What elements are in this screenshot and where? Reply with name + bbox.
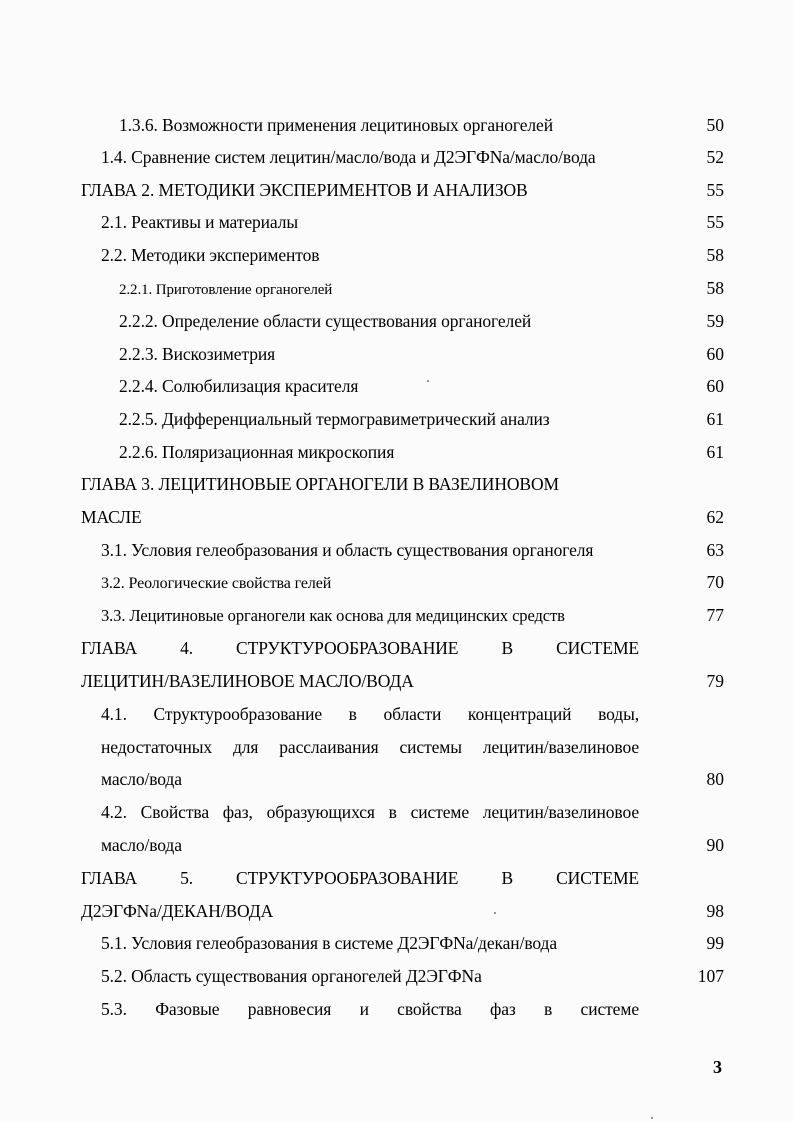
toc-entry-2-2: 2.2. Методики экспериментов [101, 245, 320, 265]
toc-entry-4-2-end: масло/вода [101, 835, 182, 855]
toc-page-number: 59 [706, 311, 724, 331]
toc-chapter-5: ГЛАВА 5. СТРУКТУРООБРАЗОВАНИЕ В СИСТЕМЕ [81, 868, 639, 888]
toc-entry-5-3: 5.3. Фазовые равновесия и свойства фаз в системе [101, 999, 639, 1019]
toc-page-number: 60 [706, 344, 724, 364]
toc-page-number: 61 [706, 409, 724, 429]
toc-page-number: 50 [706, 115, 724, 135]
toc-page-number: 55 [706, 212, 724, 232]
toc-chapter-3: ГЛАВА 3. ЛЕЦИТИНОВЫЕ ОРГАНОГЕЛИ В ВАЗЕЛИНОВОМ [81, 474, 559, 494]
toc-page-number: 58 [706, 245, 724, 265]
toc-entry-2-2-3: 2.2.3. Вискозиметрия [119, 344, 276, 364]
toc-entry-2-2-1-text: 2.2.1. Приготовление органогелей [119, 282, 333, 298]
toc-page-number: 61 [706, 442, 724, 462]
scan-speck [494, 912, 496, 914]
toc-entry-3-1: 3.1. Условия гелеобразования и область существования органогеля [101, 540, 594, 560]
toc-page-number: 99 [706, 933, 724, 953]
toc-page-number: 52 [706, 147, 724, 167]
toc-page-number: 107 [697, 966, 724, 986]
toc-page-number: 62 [706, 507, 724, 527]
toc-page-number: 80 [706, 769, 724, 789]
toc-entry-4-1-continued: недостаточных для расслаивания системы лецитин/вазелиновое [101, 737, 639, 757]
scan-speck [651, 1117, 653, 1119]
toc-entry-2-2-1 [119, 278, 332, 300]
toc-entry-5-1: 5.1. Условия гелеобразования в системе Д2ЭГФNa/декан/вода [101, 933, 557, 953]
toc-entry-2-1: 2.1. Реактивы и материалы [101, 212, 299, 232]
toc-page-number: 70 [706, 572, 724, 592]
page-number: 3 [713, 1057, 722, 1077]
toc-entry-3-3 [101, 605, 565, 626]
toc-page-number: 63 [706, 540, 724, 560]
toc-entry-3-2-text: 3.2. Реологические свойства гелей [101, 575, 332, 592]
toc-entry-4-1-end: масло/вода [101, 769, 182, 789]
toc-chapter-2: ГЛАВА 2. МЕТОДИКИ ЭКСПЕРИМЕНТОВ И АНАЛИЗОВ [81, 180, 528, 200]
toc-entry-2-2-4: 2.2.4. Солюбилизация красителя [119, 376, 359, 396]
toc-page-number: 77 [706, 605, 724, 625]
toc-entry-2-2-2: 2.2.2. Определение области существования органогелей [119, 311, 532, 331]
toc-entry-2-2-5: 2.2.5. Дифференциальный термогравиметрический анализ [119, 409, 550, 429]
toc-entry-3-2 [101, 572, 331, 594]
toc-entry-5-2: 5.2. Область существования органогелей Д2ЭГФNa [101, 966, 482, 986]
toc-page-number: 58 [706, 278, 724, 298]
scan-speck [427, 380, 429, 382]
toc-entry-4-2: 4.2. Свойства фаз, образующихся в системе лецитин/вазелиновое [101, 802, 639, 822]
toc-page-number: 79 [706, 671, 724, 691]
toc-chapter-3-continued: МАСЛЕ [81, 507, 142, 527]
toc-chapter-4: ГЛАВА 4. СТРУКТУРООБРАЗОВАНИЕ В СИСТЕМЕ [81, 638, 639, 658]
toc-page-number: 90 [706, 835, 724, 855]
toc-page-number: 55 [706, 180, 724, 200]
toc-entry-3-3-text: 3.3. Лецитиновые органогели как основа для медицинских средств [101, 606, 565, 625]
toc-page-number: 98 [706, 901, 724, 921]
toc-entry-1-4: 1.4. Сравнение систем лецитин/масло/вода и Д2ЭГФNa/масло/вода [101, 147, 596, 167]
toc-entry-1-3-6: 1.3.6. Возможности применения лецитиновых органогелей [119, 115, 553, 135]
toc-entry-2-2-6: 2.2.6. Поляризационная микроскопия [119, 442, 395, 462]
toc-chapter-5-continued: Д2ЭГФNa/ДЕКАН/ВОДА [81, 901, 274, 921]
toc-chapter-4-continued: ЛЕЦИТИН/ВАЗЕЛИНОВОЕ МАСЛО/ВОДА [81, 671, 414, 691]
toc-entry-4-1: 4.1. Структурообразование в области концентраций воды, [101, 704, 639, 724]
toc-page-number: 60 [706, 376, 724, 396]
